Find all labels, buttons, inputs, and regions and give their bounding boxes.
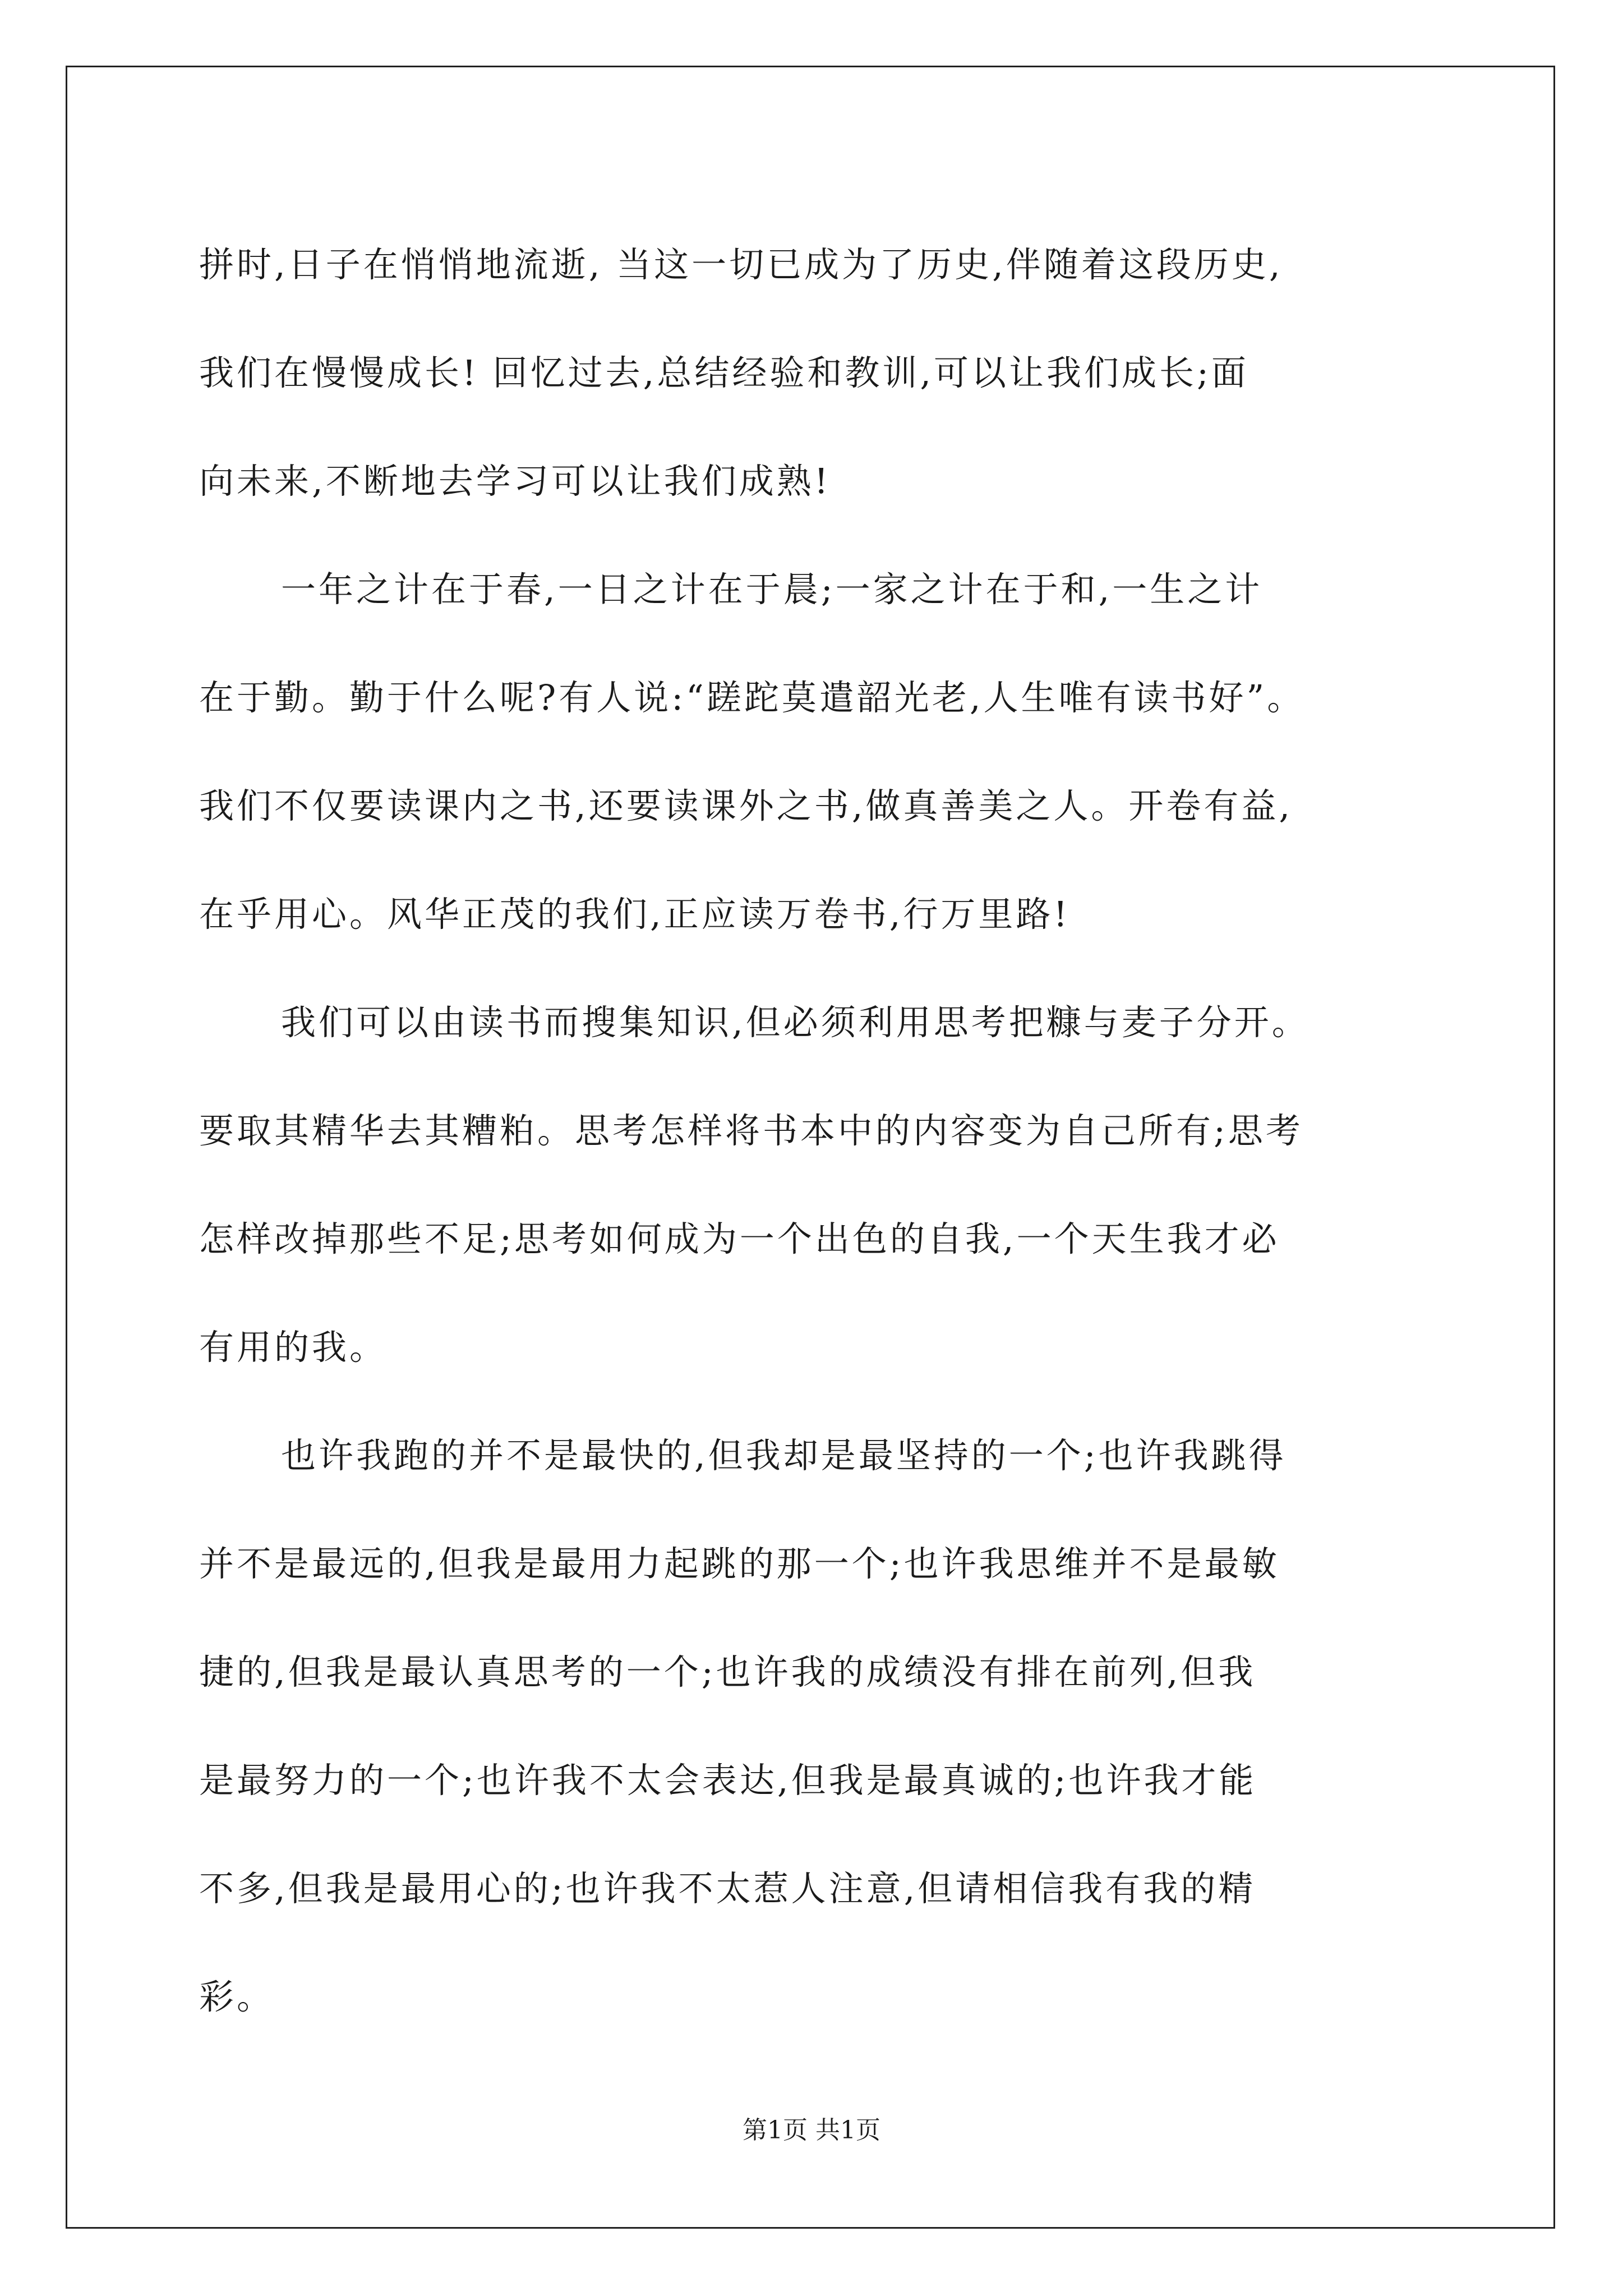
text-line: 拼时,日子在悄悄地流逝, 当这一切已成为了历史,伴随着这段历史, <box>199 244 1283 285</box>
text-line: 彩。 <box>199 1976 275 2017</box>
text-line: 捷的,但我是最认真思考的一个;也许我的成绩没有排在前列,但我 <box>199 1651 1256 1692</box>
text-line: 向未来,不断地去学习可以让我们成熟! <box>199 461 831 501</box>
text-line: 在于勤。勤于什么呢?有人说:“蹉跎莫遣韶光老,人生唯有读书好”。 <box>199 677 1305 718</box>
text-line: 我们在慢慢成长! 回忆过去,总结经验和教训,可以让我们成长;面 <box>199 352 1249 393</box>
text-line: 怎样改掉那些不足;思考如何成为一个出色的自我,一个天生我才必 <box>199 1218 1280 1259</box>
text-line: 并不是最远的,但我是最用力起跳的那一个;也许我思维并不是最敏 <box>199 1543 1280 1584</box>
paragraph-first-line: 我们可以由读书而搜集知识,但必须利用思考把糠与麦子分开。 <box>281 1002 1310 1043</box>
text-line: 有用的我。 <box>199 1327 388 1368</box>
text-line: 在乎用心。风华正茂的我们,正应读万卷书,行万里路! <box>199 894 1071 935</box>
text-line: 是最努力的一个;也许我不太会表达,但我是最真诚的;也许我才能 <box>199 1760 1257 1801</box>
text-line: 要取其精华去其糟粕。思考怎样将书本中的内容变为自己所有;思考 <box>199 1110 1303 1151</box>
paragraph-first-line: 一年之计在于春,一日之计在于晨;一家之计在于和,一生之计 <box>281 569 1263 610</box>
text-line: 我们不仅要读课内之书,还要读课外之书,做真善美之人。开卷有益, <box>199 785 1293 826</box>
page-number-footer: 第1页 共1页 <box>743 2116 880 2145</box>
text-line: 不多,但我是最用心的;也许我不太惹人注意,但请相信我有我的精 <box>199 1868 1256 1909</box>
paragraph-first-line: 也许我跑的并不是最快的,但我却是最坚持的一个;也许我跳得 <box>281 1435 1287 1476</box>
document-body <box>199 210 1455 2051</box>
